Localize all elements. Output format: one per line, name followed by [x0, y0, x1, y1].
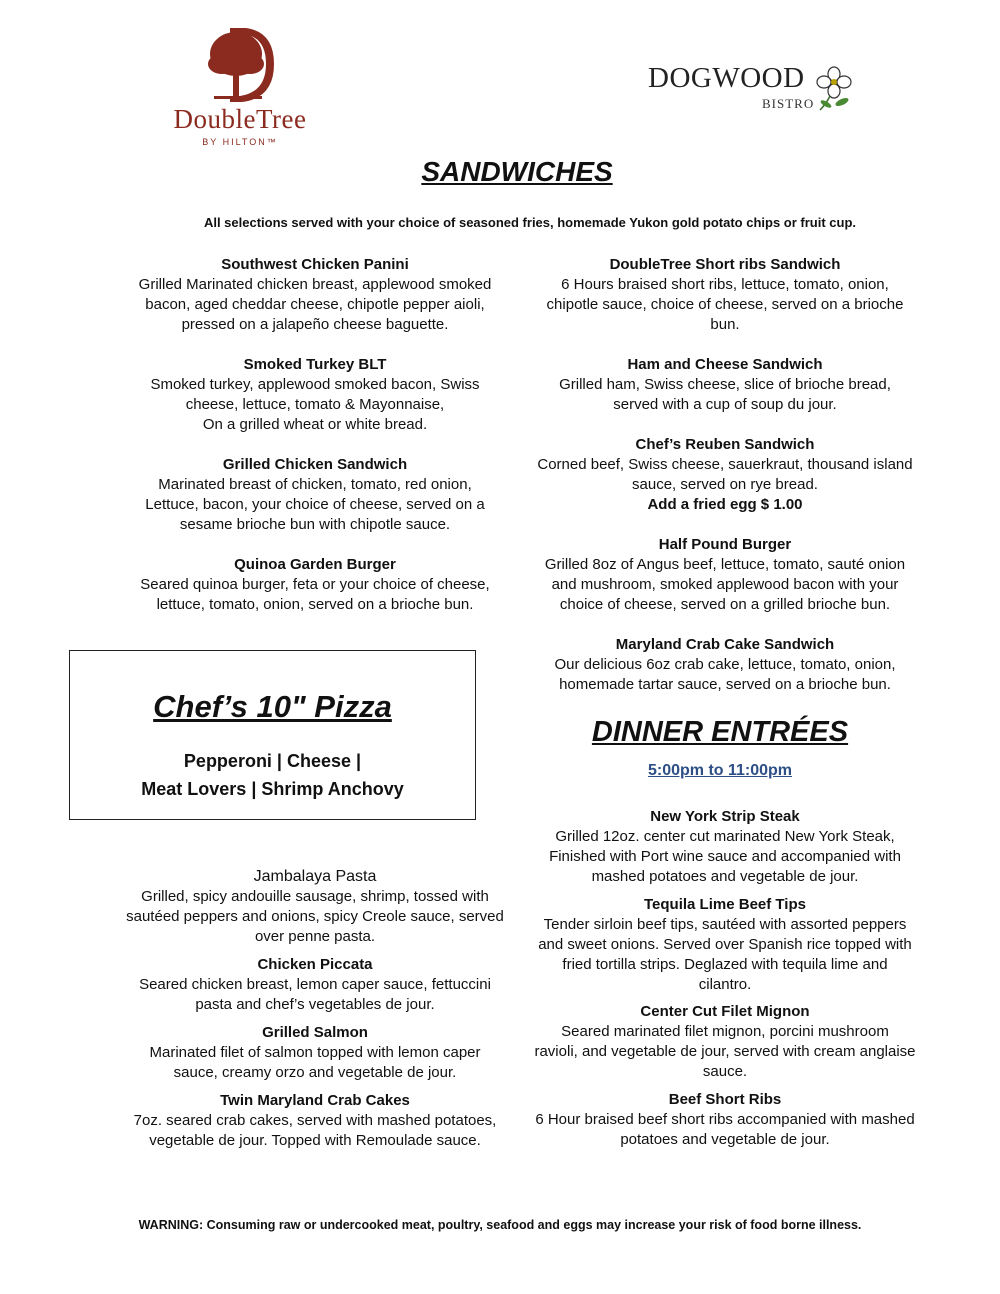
bistro-subtitle: BISTRO [762, 96, 815, 111]
item-name: Center Cut Filet Mignon [640, 1003, 810, 1020]
menu-item [110, 867, 520, 947]
item-desc-line: Corned beef, Swiss cheese, sauerkraut, thousand island [537, 456, 913, 473]
doubletree-logo [160, 24, 320, 147]
menu-item [110, 955, 520, 1015]
menu-item [525, 1090, 925, 1150]
item-desc-line: Our delicious 6oz crab cake, lettuce, tomato, onion, [554, 656, 896, 673]
tree-d-icon [200, 24, 280, 104]
item-desc-line: On a grilled wheat or white bread. [202, 416, 428, 433]
menu-item [110, 355, 520, 435]
item-name: Quinoa Garden Burger [234, 556, 396, 573]
dogwood-flower-icon [816, 66, 852, 112]
item-desc-line: Smoked turkey, applewood smoked bacon, Swiss [150, 376, 480, 393]
item-name: Grilled Salmon [262, 1024, 368, 1041]
item-desc-line: pasta and chef’s vegetables de jour. [195, 996, 435, 1013]
item-desc-line: Grilled ham, Swiss cheese, slice of brioche bread, [559, 376, 891, 393]
pizza-heading: Chef’s 10" Pizza [153, 689, 392, 724]
item-desc-line: Tender sirloin beef tips, sautéed with assorted peppers [543, 916, 907, 933]
dinner-hours: 5:00pm to 11:00pm [647, 762, 793, 779]
item-desc-line: cilantro. [698, 976, 752, 993]
item-desc-line: vegetable de jour. Topped with Remoulade sauce. [149, 1132, 481, 1149]
doubletree-wordmark: DoubleTree [173, 104, 307, 134]
dogwood-wordmark: DOGWOOD [648, 62, 805, 94]
item-desc-line: Grilled Marinated chicken breast, applewood smoked [138, 276, 492, 293]
item-desc-line: 6 Hours braised short ribs, lettuce, tomato, onion, [561, 276, 889, 293]
item-name: Beef Short Ribs [668, 1091, 782, 1108]
item-desc-line: 7oz. seared crab cakes, served with mashed potatoes, [133, 1112, 497, 1129]
item-desc-line: Seared quinoa burger, feta or your choice of cheese, [140, 576, 490, 593]
item-desc-line: and mushroom, smoked applewood bacon with your [551, 576, 899, 593]
item-desc-line: potatoes and vegetable de jour. [620, 1131, 830, 1148]
menu-item [525, 1002, 925, 1082]
pizza-options-line: Meat Lovers | Shrimp Anchovy [141, 779, 404, 799]
menu-item [525, 635, 925, 695]
item-name: Southwest Chicken Panini [221, 256, 409, 273]
item-desc-line: Grilled 8oz of Angus beef, lettuce, tomato, sauté onion [544, 556, 906, 573]
item-name: Tequila Lime Beef Tips [644, 896, 806, 913]
item-name: Ham and Cheese Sandwich [627, 356, 823, 373]
item-desc-line: sautéed peppers and onions, spicy Creole sauce, served [126, 908, 504, 925]
item-desc-line: homemade tartar sauce, served on a brioche bun. [559, 676, 891, 693]
item-desc-line: ravioli, and vegetable de jour, served with cream anglaise [534, 1043, 916, 1060]
item-desc-line: served with a cup of soup du jour. [613, 396, 837, 413]
item-desc-line: bun. [710, 316, 740, 333]
item-name: Grilled Chicken Sandwich [222, 456, 408, 473]
menu-item [525, 807, 925, 887]
item-desc-line: and sweet onions. Served over Spanish rice topped with [538, 936, 912, 953]
item-desc-line: Grilled 12oz. center cut marinated New York Steak, [555, 828, 895, 845]
menu-item [110, 1091, 520, 1151]
menu-item [110, 255, 520, 335]
dinner-entrees-heading: DINNER ENTRÉES [591, 716, 849, 748]
menu-item [525, 255, 925, 335]
item-name: Half Pound Burger [658, 536, 792, 553]
item-name: New York Strip Steak [650, 808, 800, 825]
item-desc-line: chipotle sauce, choice of cheese, served on a brioche [546, 296, 904, 313]
item-desc-line: Lettuce, bacon, your choice of cheese, served on a [145, 496, 485, 513]
sides-note: All selections served with your choice of seasoned fries, homemade Yukon gold potato chips or fruit cup. [203, 215, 857, 230]
item-name: Smoked Turkey BLT [243, 356, 387, 373]
pizza-box [69, 650, 476, 820]
item-desc-line: choice of cheese, served on a grilled brioche bun. [559, 596, 891, 613]
item-desc-line: Seared marinated filet mignon, porcini mushroom [561, 1023, 889, 1040]
addon-price: Add a fried egg $ 1.00 [647, 496, 803, 513]
menu-item [110, 555, 520, 615]
item-name: Chef’s Reuben Sandwich [635, 436, 815, 453]
item-desc-line: sauce, creamy orzo and vegetable de jour. [173, 1064, 457, 1081]
item-desc-line: Marinated breast of chicken, tomato, red onion, [158, 476, 472, 493]
item-desc-line: cheese, lettuce, tomato & Mayonnaise, [185, 396, 445, 413]
item-desc-line: 6 Hour braised beef short ribs accompanied with mashed [535, 1111, 915, 1128]
menu-item [525, 435, 925, 515]
item-desc-line: bacon, aged cheddar cheese, chipotle pepper aioli, [145, 296, 485, 313]
menu-item [110, 1023, 520, 1083]
menu-item [525, 895, 925, 995]
item-desc-line: Marinated filet of salmon topped with lemon caper [149, 1044, 481, 1061]
item-name: Jambalaya Pasta [253, 868, 377, 885]
item-desc-line: mashed potatoes and vegetable de jour. [591, 868, 859, 885]
item-name: Chicken Piccata [257, 956, 373, 973]
item-name: Twin Maryland Crab Cakes [220, 1092, 410, 1109]
item-desc-line: sesame brioche bun with chipotle sauce. [179, 516, 451, 533]
item-desc-line: Finished with Port wine sauce and accompanied with [549, 848, 901, 865]
item-name: DoubleTree Short ribs Sandwich [609, 256, 841, 273]
menu-item [110, 455, 520, 535]
pizza-options-line: Pepperoni | Cheese | [183, 751, 362, 771]
menu-item [525, 535, 925, 615]
item-desc-line: lettuce, tomato, onion, served on a brioche bun. [156, 596, 474, 613]
item-desc-line: over penne pasta. [254, 928, 376, 945]
item-desc-line: sauce, served on rye bread. [632, 476, 818, 493]
menu-item [525, 355, 925, 415]
item-desc-line: Seared chicken breast, lemon caper sauce, fettuccini [139, 976, 491, 993]
item-desc-line: sauce. [702, 1063, 748, 1080]
sandwiches-heading: SANDWICHES [421, 156, 613, 187]
item-name: Maryland Crab Cake Sandwich [615, 636, 835, 653]
food-safety-warning: WARNING: Consuming raw or undercooked meat, poultry, seafood and eggs may increase your risk of food borne illness. [138, 1218, 862, 1232]
item-desc-line: fried tortilla strips. Deglazed with tequila lime and [562, 956, 888, 973]
item-desc-line: Grilled, spicy andouille sausage, shrimp, tossed with [141, 888, 489, 905]
dogwood-bistro-logo [648, 64, 858, 120]
doubletree-subtitle: BY HILTON™ [202, 137, 278, 147]
item-desc-line: pressed on a jalapeño cheese baguette. [181, 316, 449, 333]
